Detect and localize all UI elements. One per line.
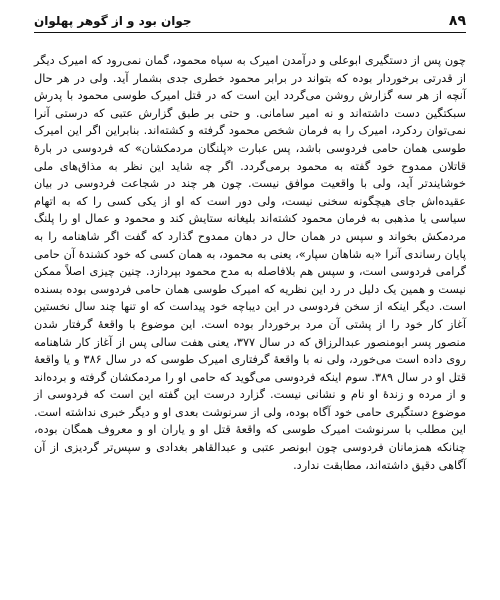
page-header bbox=[34, 10, 466, 33]
paragraph: چون پس از دستگیری ابوعلی و درآمدن امیرک به سپاه محمود، گمان نمی‌رود که امیرک دیگر از قدرتی برخوردار بوده که بتواند در برابر محمود خطری جدی بشمار آید. ولی در هر حال آنچه از هر سه گزارش روشن می‌گردد این است که در قتل امیرک طوسی محمود با پدرش سبکتگین دست داشته‌اند و نه امیر سامانی. و حتی بر طبق گزارش عتبی که درستی آنرا نمی‌توان ردکرد، امیرک را به فرمان شخص محمود گرفته و کشته‌اند. بنابراین اگر این امیرک طوسی همان حامی فردوسی باشد، پس عبارت «پلنگان مردمکشان» که فردوسی در بارهٔ قاتلان ممدوح خود گفته به محمود برمی‌گردد. اگر چه شاید این نظر به مذاق‌های ملی خوشایندتر آید، ولی با واقعیت موافق نیست. چون هر چند در شجاعت فردوسی در بیان عقیده‌اش جای هیچگونه سخنی نیست، ولی دور است که او از یکی کسی را که به اتهام سیاسی یا مذهبی به فرمان محمود کشته‌اند بلیغانه ستایش کند و محمود و عمال او را پلنگ مردمکش بخواند و سپس در همان حال در دهان ممدوح گذارد که گفت اگر شاهنامه را به پایان رساندی آنرا «به شاهان سپار»، یعنی به محمود، به همان کسی که خود کشندهٔ آن حامی گرامی فردوسی است، و سپس هم بلافاصله به مدح محمود بپردازد. چنین چیزی اصلاً ممکن نیست و همین یک دلیل در رد این نظریه که امیرک طوسی همان حامی فردوسی بوده بسنده است. دیگر اینکه از سخن فردوسی در این دیباچه خود پیداست که او تنها چند سال نخستین آغاز کار خود را از پشتی آن مرد برخوردار بوده است. این موضوع با واقعهٔ گرفتار شدن منصور پسر ابومنصور عبدالرزاق که در سال ۳۷۷، یعنی هفت سالی پس از آغاز کار شاهنامه روی داده است می‌خورد، ولی نه با واقعهٔ گرفتاری امیرک طوسی که در سال ۳۸۶ و یا واقعهٔ قتل او در سال ۳۸۹. سوم اینکه فردوسی می‌گوید که حامی او را مردمکشان گرفته و برده‌اند و از مرده و زندهٔ او نام و نشانی نیست. گزارد درست این گفته این است که فردوسی از موضوع دستگیری حامی خود آگاه بوده، ولی از سرنوشت بعدی او و دیگر خبری نداشته است. این مطلب با سرنوشت امیرک طوسی که واقعهٔ قتل او و یاران او و معروف همگان بوده، چنانکه همزمانان فردوسی چون ابونصر عتبی و عبدالقاهر بغدادی و سپس‌تر گردیزی از آن آگاهی دقیق داشته‌اند، مطابقت ندارد. bbox=[34, 54, 466, 472]
page-number: ۸۹ bbox=[448, 13, 466, 29]
running-title: جوان بود و از گوهر پهلوان bbox=[34, 14, 192, 28]
body-text bbox=[34, 52, 466, 474]
